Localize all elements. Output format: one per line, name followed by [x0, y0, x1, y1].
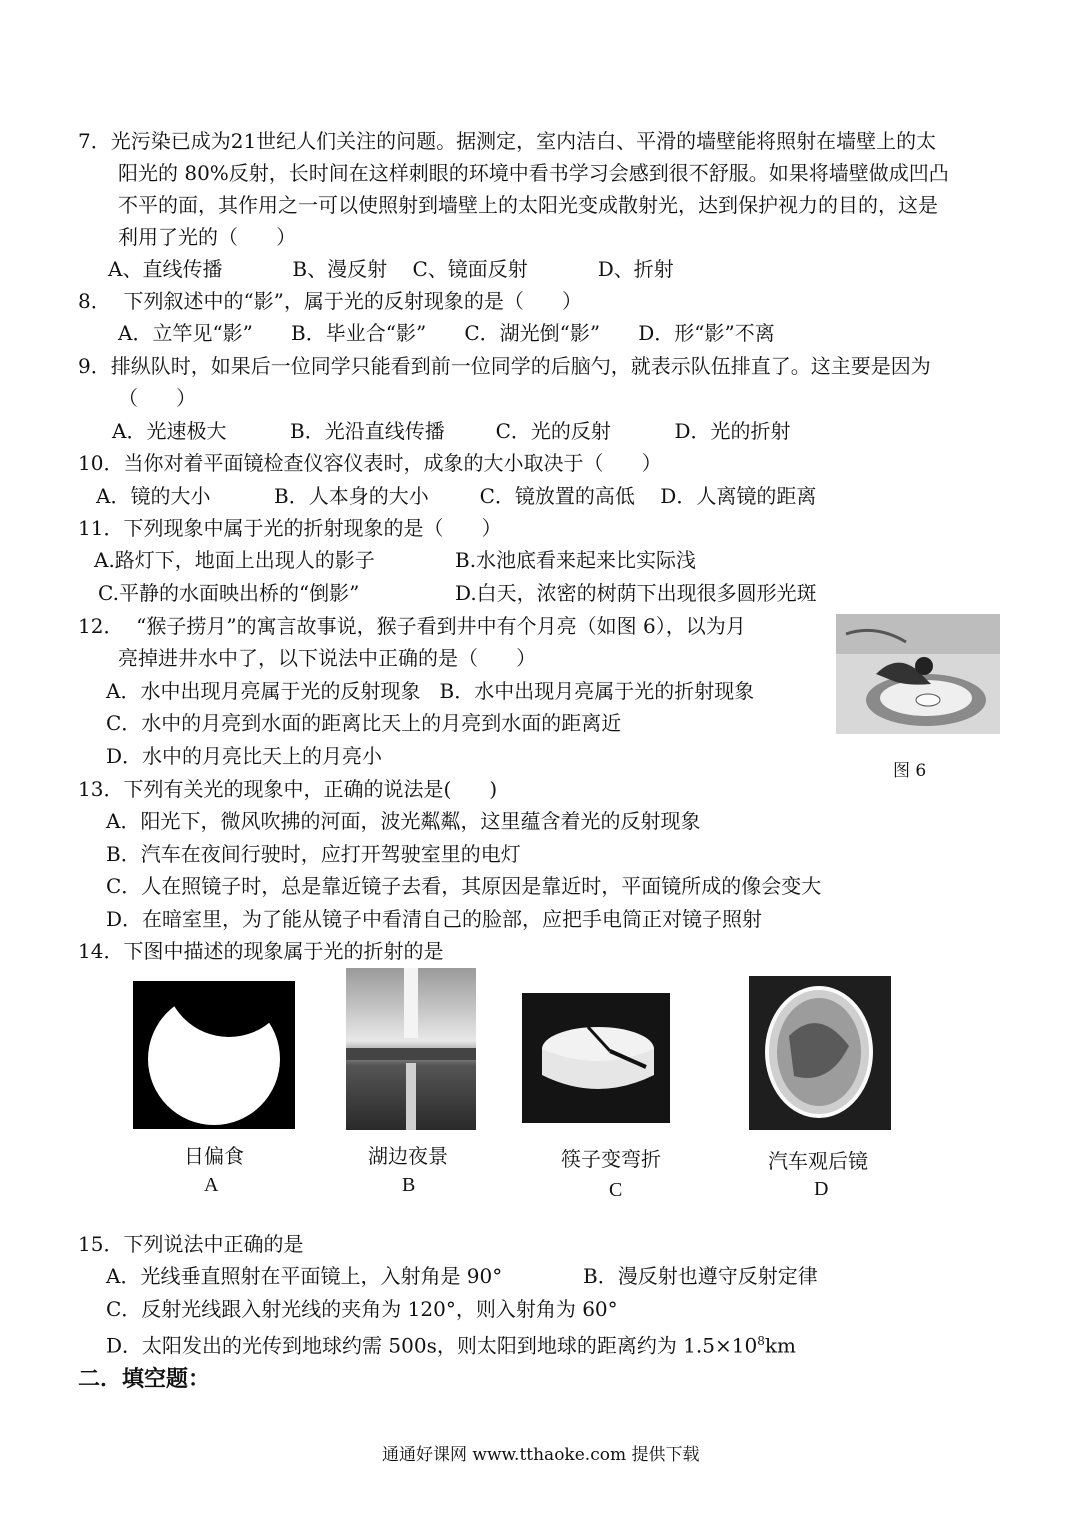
q9-line2: （ ） [118, 386, 197, 410]
q7-line3: 不平的面，其作用之一可以使照射到墙壁上的太阳光变成散射光，达到保护视力的目的，这是 [118, 193, 938, 217]
q12-option-c: C．水中的月亮到水面的距离比天上的月亮到水面的距离近 [106, 711, 622, 735]
q9-line1: 9．排纵队时，如果后一位同学只能看到前一位同学的后脑勺，就表示队伍排直了。这主要是因为 [78, 354, 931, 378]
q7-options: A、直线传播 B、漫反射 C、镜面反射 D、折射 [108, 257, 674, 281]
q7-line2: 阳光的 80%反射，长时间在这样刺眼的环境中看书学习会感到很不舒服。如果将墙壁做成凹凸 [118, 161, 949, 185]
q15-option-c: C．反射光线跟入射光线的夹角为 120°，则入射角为 60° [106, 1297, 618, 1321]
figure-b-letter: B [402, 1174, 416, 1196]
figure-a-caption: 日偏食 [184, 1146, 244, 1168]
q15-option-a: A．光线垂直照射在平面镜上，入射角是 90° [106, 1264, 503, 1288]
q13-option-d: D．在暗室里，为了能从镜子中看清自己的脸部，应把手电筒正对镜子照射 [106, 907, 763, 931]
q11-line1: 11．下列现象中属于光的折射现象的是（ ） [78, 516, 502, 540]
q12-line2: 亮掉进井水中了，以下说法中正确的是（ ） [118, 646, 537, 670]
figure-a-partial-eclipse-image [133, 981, 295, 1129]
q15-option-d [106, 1328, 796, 1359]
q13-option-a: A．阳光下，微风吹拂的河面，波光粼粼，这里蕴含着光的反射现象 [106, 809, 701, 833]
q13-option-c: C．人在照镜子时，总是靠近镜子去看，其原因是靠近时，平面镜所成的像会变大 [106, 874, 822, 898]
q15-line1: 15．下列说法中正确的是 [78, 1232, 304, 1256]
q10-options: A．镜的大小 B．人本身的大小 C．镜放置的高低 D．人离镜的距离 [96, 484, 817, 508]
q13-option-b: B．汽车在夜间行驶时，应打开驾驶室里的电灯 [106, 842, 521, 866]
q7-line1: 7．光污染已成为21世纪人们关注的问题。据测定，室内洁白、平滑的墙壁能将照射在墙壁上的太 [78, 129, 937, 153]
q15-option-d-text: D．太阳发出的光传到地球约需 500s，则太阳到地球的距离约为 1.5×10 [106, 1333, 758, 1358]
figure-6-monkey-well-image [836, 614, 1000, 734]
q11-option-a: A.路灯下，地面上出现人的影子 [94, 548, 375, 572]
figure-d-letter: D [814, 1178, 829, 1200]
figure-c-caption: 筷子变弯折 [561, 1149, 661, 1171]
figure-b-caption: 湖边夜景 [368, 1146, 448, 1168]
q14-line1: 14．下图中描述的现象属于光的折射的是 [78, 939, 444, 963]
page-footer: 通通好课网 www.tthaoke.com 提供下载 [382, 1445, 700, 1465]
q15-option-d-unit: km [764, 1333, 796, 1358]
section-2-heading: 二．填空题： [78, 1367, 211, 1392]
q12-line1: 12． “猴子捞月”的寓言故事说，猴子看到井中有个月亮（如图 6），以为月 [78, 614, 746, 638]
q8-options: A．立竿见“影” B．毕业合“影” C．湖光倒“影” D．形“影”不离 [118, 321, 775, 345]
figure-b-lake-night-image [346, 968, 476, 1130]
q10-line1: 10．当你对着平面镜检查仪容仪表时，成象的大小取决于（ ） [78, 451, 662, 475]
figure-d-mirror-image [749, 976, 891, 1130]
q11-option-b: B.水池底看来起来比实际浅 [455, 548, 697, 572]
figure-d-caption: 汽车观后镜 [768, 1151, 868, 1173]
q13-line1: 13．下列有关光的现象中，正确的说法是( ) [78, 777, 498, 801]
figure-a-letter: A [204, 1174, 219, 1196]
q11-option-c: C.平静的水面映出桥的“倒影” [98, 581, 360, 605]
figure-c-chopstick-image [522, 993, 670, 1123]
q7-line4: 利用了光的（ ） [118, 225, 297, 249]
figure-c-letter: C [609, 1179, 623, 1201]
q11-option-d: D.白天，浓密的树荫下出现很多圆形光斑 [455, 581, 817, 605]
q15-option-d-exponent: 8 [757, 1334, 765, 1348]
q12-options-ab: A．水中出现月亮属于光的反射现象 B．水中出现月亮属于光的折射现象 [106, 679, 755, 703]
q12-option-d: D．水中的月亮比天上的月亮小 [106, 744, 383, 768]
figure-6-caption: 图 6 [893, 761, 927, 781]
q15-option-b: B．漫反射也遵守反射定律 [583, 1264, 818, 1288]
q9-options: A．光速极大 B．光沿直线传播 C．光的反射 D．光的折射 [112, 419, 791, 443]
q8-line1: 8． 下列叙述中的“影”，属于光的反射现象的是（ ） [78, 289, 583, 313]
